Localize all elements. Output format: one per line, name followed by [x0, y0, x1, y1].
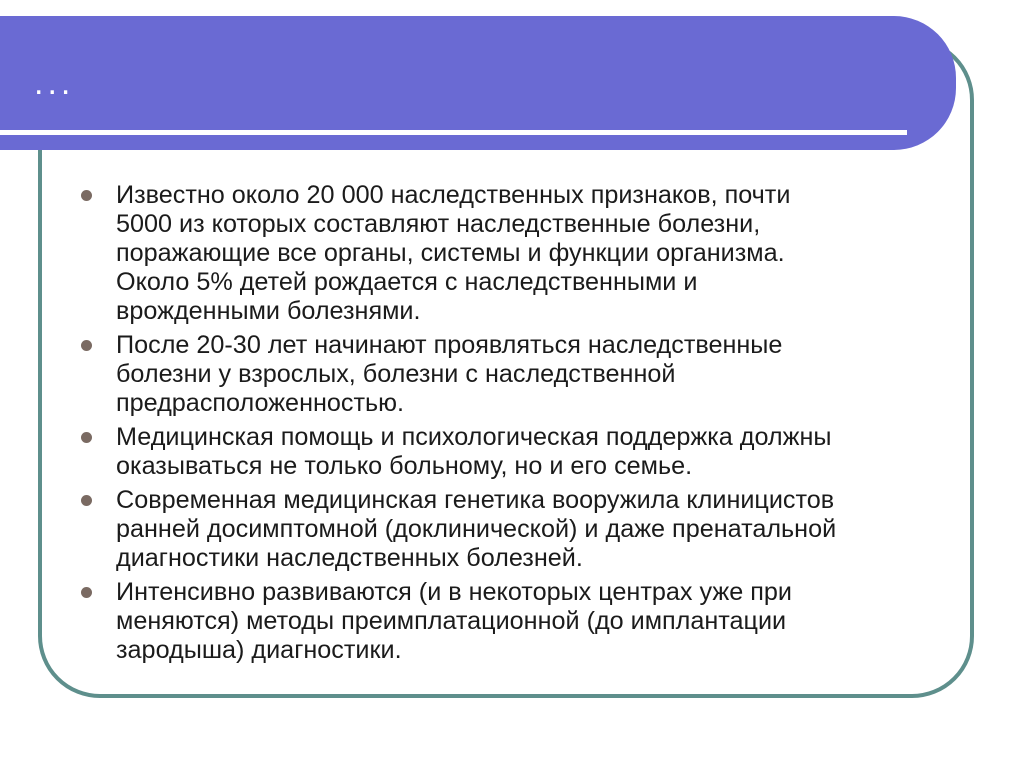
bullet-line: диагностики наследственных болезней.: [116, 544, 583, 572]
bullet-line: зародыша) диагностики.: [116, 636, 402, 664]
bullet-dot-icon: [81, 190, 92, 201]
bullet-dot-icon: [81, 587, 92, 598]
bullet-item: [78, 181, 958, 326]
bullet-line: предрасположенностью.: [116, 389, 405, 417]
bullet-line: оказываться не только больному, но и его семье.: [116, 452, 693, 480]
bullet-item: [78, 578, 958, 665]
slide-title: ...: [34, 64, 75, 102]
bullet-line: 5000 из которых составляют наследственные болезни,: [116, 210, 761, 238]
bullet-dot-icon: [81, 495, 92, 506]
bullet-line: ранней досимптомной (доклинической) и даже пренатальной: [116, 515, 837, 543]
bullet-dot-icon: [81, 340, 92, 351]
bullet-line: болезни у взрослых, болезни с наследственной: [116, 360, 676, 388]
bullet-line: Интенсивно развиваются (и в некоторых центрах уже при: [116, 578, 792, 606]
bullet-line: Известно около 20 000 наследственных признаков, почти: [116, 181, 791, 209]
bullet-line: Около 5% детей рождается с наследственными и: [116, 268, 698, 296]
bullet-line: Медицинская помощь и психологическая поддержка должны: [116, 423, 832, 451]
bullet-line: Современная медицинская генетика вооружила клиницистов: [116, 486, 835, 514]
bullet-line: поражающие все органы, системы и функции организма.: [116, 239, 785, 267]
bullet-line: врожденными болезнями.: [116, 297, 421, 325]
bullet-list: [78, 181, 958, 670]
title-underline: [0, 130, 907, 135]
bullet-item: [78, 423, 958, 481]
bullet-line: После 20-30 лет начинают проявляться наследственные: [116, 331, 783, 359]
bullet-item: [78, 331, 958, 418]
bullet-line: меняются) методы преимплатационной (до имплантации: [116, 607, 787, 635]
bullet-item: [78, 486, 958, 573]
bullet-dot-icon: [81, 432, 92, 443]
